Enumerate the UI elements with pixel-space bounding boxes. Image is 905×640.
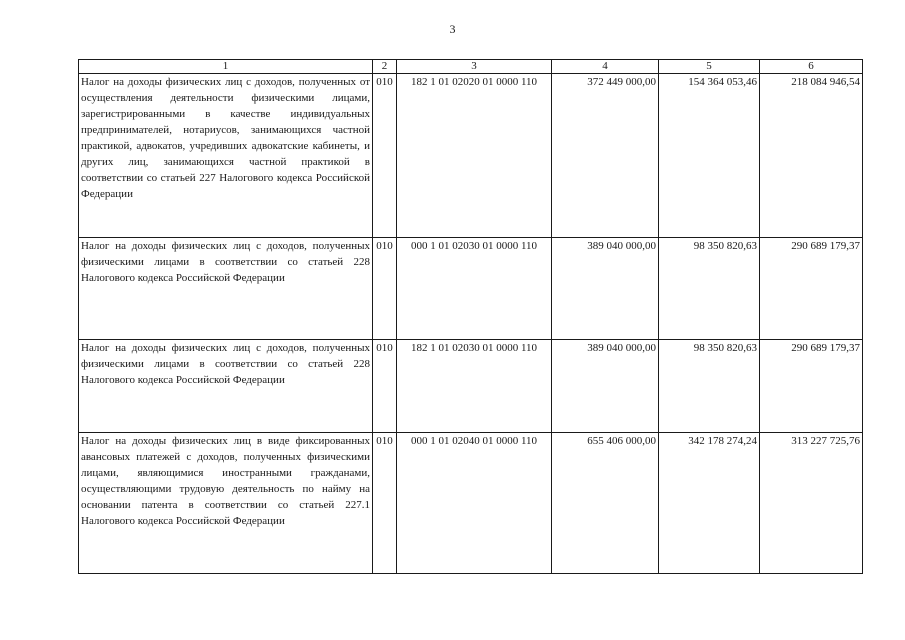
income-description: Налог на доходы физических лиц с доходов, полученных физическими лицами в соответствии со статьей 228 Налогового кодекса Российской Федерации — [79, 238, 373, 340]
unexecuted-amount: 290 689 179,37 — [760, 238, 863, 340]
column-number-header-row — [79, 60, 863, 74]
executed-amount: 342 178 274,24 — [659, 433, 760, 574]
income-description: Налог на доходы физических лиц в виде фиксированных авансовых платежей с доходов, полученных физическими лицами, являющимися иностранными гражданами, осуществляющими трудовую деятельность по найму на основании патента в соответствии со статьей 227.1 Налогового кодекса Российской Федерации — [79, 433, 373, 574]
executed-amount: 98 350 820,63 — [659, 238, 760, 340]
line-code: 010 — [373, 74, 397, 238]
budget-classification-code: 000 1 01 02040 01 0000 110 — [397, 433, 552, 574]
executed-amount: 98 350 820,63 — [659, 340, 760, 433]
executed-amount: 154 364 053,46 — [659, 74, 760, 238]
income-description: Налог на доходы физических лиц с доходов, полученных физическими лицами в соответствии со статьей 228 Налогового кодекса Российской Федерации — [79, 340, 373, 433]
column-header-3: 3 — [397, 60, 552, 74]
unexecuted-amount: 218 084 946,54 — [760, 74, 863, 238]
unexecuted-amount: 290 689 179,37 — [760, 340, 863, 433]
column-header-4: 4 — [552, 60, 659, 74]
column-header-1: 1 — [79, 60, 373, 74]
column-header-5: 5 — [659, 60, 760, 74]
table-row — [79, 340, 863, 433]
page-number: 3 — [449, 22, 456, 36]
column-header-2: 2 — [373, 60, 397, 74]
budget-classification-code: 182 1 01 02030 01 0000 110 — [397, 340, 552, 433]
line-code: 010 — [373, 433, 397, 574]
approved-amount: 655 406 000,00 — [552, 433, 659, 574]
approved-amount: 372 449 000,00 — [552, 74, 659, 238]
line-code: 010 — [373, 238, 397, 340]
table-row — [79, 238, 863, 340]
budget-classification-code: 000 1 01 02030 01 0000 110 — [397, 238, 552, 340]
column-header-6: 6 — [760, 60, 863, 74]
line-code: 010 — [373, 340, 397, 433]
budget-execution-table — [78, 59, 863, 574]
table-row — [79, 74, 863, 238]
budget-classification-code: 182 1 01 02020 01 0000 110 — [397, 74, 552, 238]
table-row — [79, 433, 863, 574]
income-description: Налог на доходы физических лиц с доходов, полученных от осуществления деятельности физическими лицами, зарегистрированными в качестве индивидуальных предпринимателей, нотариусов, занимающихся частной практикой, адвокатов, учредивших адвокатские кабинеты, и других лиц, занимающихся частной практикой в соответствии со статьей 227 Налогового кодекса Российской Федерации — [79, 74, 373, 238]
approved-amount: 389 040 000,00 — [552, 340, 659, 433]
unexecuted-amount: 313 227 725,76 — [760, 433, 863, 574]
approved-amount: 389 040 000,00 — [552, 238, 659, 340]
